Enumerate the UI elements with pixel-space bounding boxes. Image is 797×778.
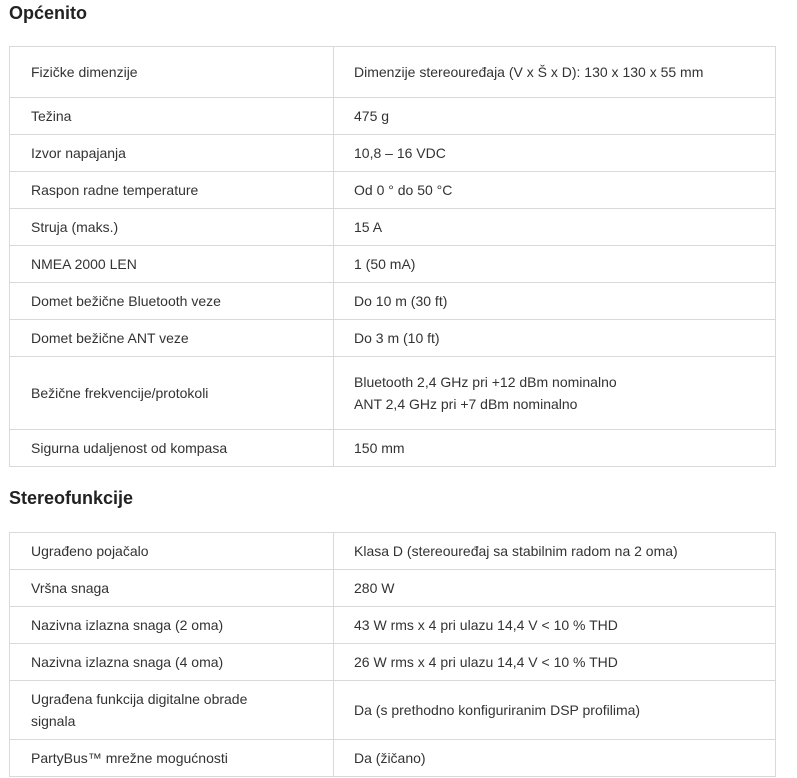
table-row bbox=[10, 320, 776, 357]
spec-label: Vršna snaga bbox=[10, 570, 334, 607]
table-row bbox=[10, 283, 776, 320]
spec-value: Da (žičano) bbox=[334, 740, 776, 777]
table-row bbox=[10, 740, 776, 777]
table-row bbox=[10, 533, 776, 570]
spec-label: Fizičke dimenzije bbox=[10, 47, 334, 98]
spec-value: Dimenzije stereouređaja (V x Š x D): 130 x 130 x 55 mm bbox=[334, 47, 776, 98]
table-row bbox=[10, 172, 776, 209]
spec-value: 26 W rms x 4 pri ulazu 14,4 V < 10 % THD bbox=[334, 644, 776, 681]
spec-label: Nazivna izlazna snaga (2 oma) bbox=[10, 607, 334, 644]
table-row bbox=[10, 607, 776, 644]
spec-value-line: ANT 2,4 GHz pri +7 dBm nominalno bbox=[354, 396, 578, 412]
spec-label: Raspon radne temperature bbox=[10, 172, 334, 209]
spec-label: Nazivna izlazna snaga (4 oma) bbox=[10, 644, 334, 681]
table-row bbox=[10, 209, 776, 246]
spec-table-stereo bbox=[9, 532, 776, 777]
table-row bbox=[10, 644, 776, 681]
spec-label-line: signala bbox=[31, 713, 76, 729]
spec-value bbox=[334, 357, 776, 430]
spec-value: 475 g bbox=[334, 98, 776, 135]
table-row bbox=[10, 135, 776, 172]
spec-label: Ugrađeno pojačalo bbox=[10, 533, 334, 570]
table-row bbox=[10, 47, 776, 98]
spec-label: NMEA 2000 LEN bbox=[10, 246, 334, 283]
table-row bbox=[10, 246, 776, 283]
spec-label: Sigurna udaljenost od kompasa bbox=[10, 430, 334, 467]
section-title-stereo: Stereofunkcije bbox=[9, 488, 134, 508]
spec-value-line: Bluetooth 2,4 GHz pri +12 dBm nominalno bbox=[354, 374, 617, 390]
spec-value: Od 0 ° do 50 °C bbox=[334, 172, 776, 209]
spec-label: Domet bežične Bluetooth veze bbox=[10, 283, 334, 320]
spec-label: Domet bežične ANT veze bbox=[10, 320, 334, 357]
spec-value: Klasa D (stereouređaj sa stabilnim radom na 2 oma) bbox=[334, 533, 776, 570]
spec-value: Do 10 m (30 ft) bbox=[334, 283, 776, 320]
table-row bbox=[10, 357, 776, 430]
spec-label: PartyBus™ mrežne mogućnosti bbox=[10, 740, 334, 777]
spec-label: Izvor napajanja bbox=[10, 135, 334, 172]
spec-label bbox=[10, 681, 334, 740]
spec-table-general bbox=[9, 46, 776, 467]
spec-value: 150 mm bbox=[334, 430, 776, 467]
section-title-general: Općenito bbox=[9, 3, 88, 23]
table-row bbox=[10, 430, 776, 467]
spec-value: 10,8 – 16 VDC bbox=[334, 135, 776, 172]
spec-value: 280 W bbox=[334, 570, 776, 607]
spec-label: Bežične frekvencije/protokoli bbox=[10, 357, 334, 430]
spec-value: Do 3 m (10 ft) bbox=[334, 320, 776, 357]
spec-label: Težina bbox=[10, 98, 334, 135]
spec-label: Struja (maks.) bbox=[10, 209, 334, 246]
spec-value: 43 W rms x 4 pri ulazu 14,4 V < 10 % THD bbox=[334, 607, 776, 644]
spec-label-line: Ugrađena funkcija digitalne obrade bbox=[31, 691, 248, 707]
spec-value: 15 A bbox=[334, 209, 776, 246]
spec-value: 1 (50 mA) bbox=[334, 246, 776, 283]
table-row bbox=[10, 570, 776, 607]
table-row bbox=[10, 681, 776, 740]
table-row bbox=[10, 98, 776, 135]
spec-value: Da (s prethodno konfiguriranim DSP profilima) bbox=[334, 681, 776, 740]
